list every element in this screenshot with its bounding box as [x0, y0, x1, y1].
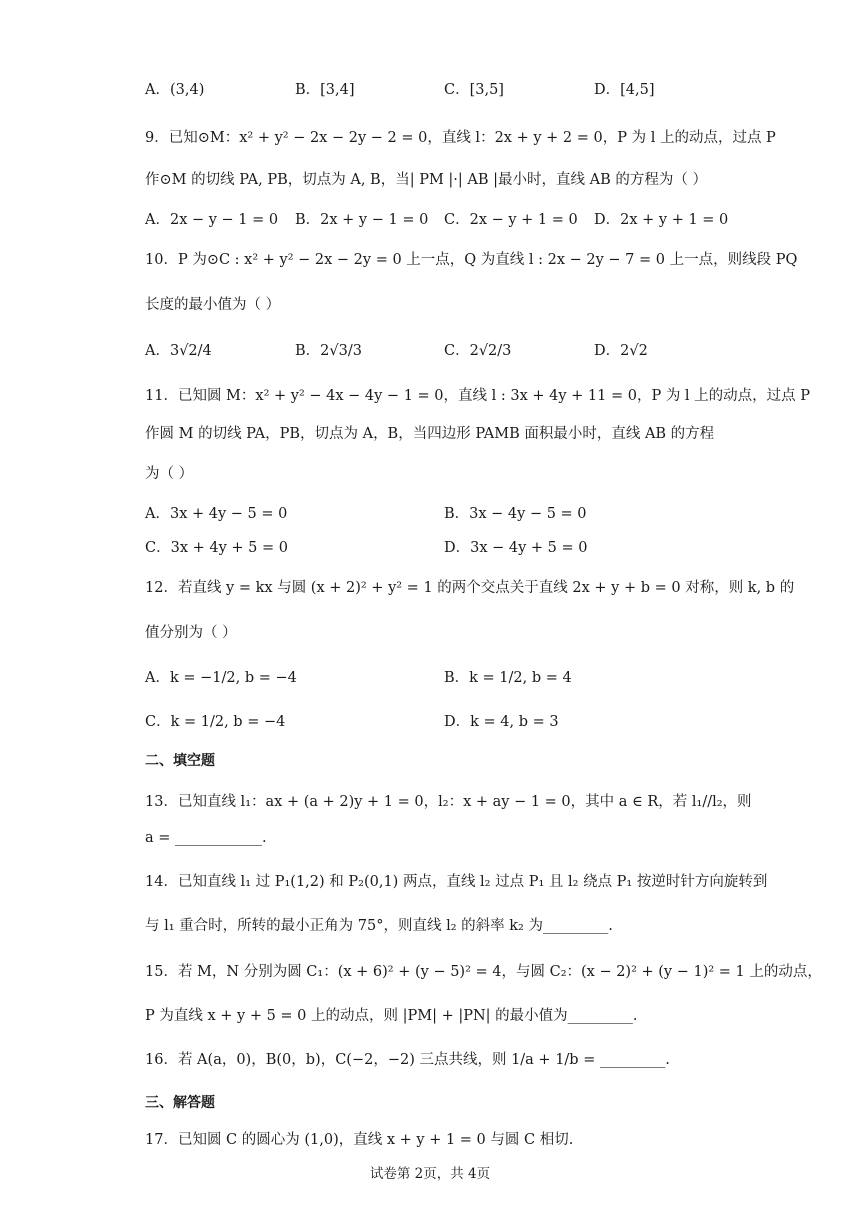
- q11-stem-line2: 作圆 M 的切线 PA，PB，切点为 A，B，当四边形 PAMB 面积最小时，直线 AB 的方程: [145, 426, 715, 442]
- q11-option-d: D．3x − 4y + 5 = 0: [444, 540, 588, 556]
- q9-option-b: B．2x + y − 1 = 0: [295, 212, 429, 228]
- q14-stem-line2: 与 l₁ 重合时，所转的最小正角为 75°，则直线 l₂ 的斜率 k₂ 为_________.: [145, 918, 613, 934]
- q11-option-c: C．3x + 4y + 5 = 0: [145, 540, 288, 556]
- q10-option-d: D．2√2: [594, 343, 648, 359]
- q9-option-d: D．2x + y + 1 = 0: [594, 212, 729, 228]
- q10-option-b: B．2√3/3: [295, 343, 362, 359]
- q15-stem-line1: 15．若 M，N 分别为圆 C₁：(x + 6)² + (y − 5)² = 4，与圆 C₂：(x − 2)² + (y − 1)² = 1 上的动点，: [145, 964, 822, 980]
- page-footer: 试卷第 2页，共 4页: [369, 1166, 491, 1182]
- q9-option-a: A．2x − y − 1 = 0: [145, 212, 279, 228]
- q12-option-c: C．k = 1/2, b = −4: [145, 714, 286, 730]
- q16-stem: 16．若 A(a，0)，B(0，b)，C(−2，−2) 三点共线，则 1/a + 1/b = _________.: [145, 1052, 670, 1068]
- q9-option-c: C．2x − y + 1 = 0: [444, 212, 578, 228]
- q8-option-a: A．(3,4): [145, 82, 205, 98]
- q8-option-c: C．[3,5]: [444, 82, 504, 98]
- q8-option-b: B．[3,4]: [295, 82, 355, 98]
- q13-stem-line1: 13．已知直线 l₁：ax + (a + 2)y + 1 = 0，l₂：x + ay − 1 = 0，其中 a ∈ R，若 l₁//l₂，则: [145, 794, 752, 810]
- q10-option-c: C．2√2/3: [444, 343, 512, 359]
- q11-stem-line1: 11．已知圆 M：x² + y² − 4x − 4y − 1 = 0，直线 l : 3x + 4y + 11 = 0，P 为 l 上的动点，过点 P: [145, 388, 811, 404]
- q17-stem: 17．已知圆 C 的圆心为 (1,0)，直线 x + y + 1 = 0 与圆 C 相切.: [145, 1132, 574, 1148]
- q11-stem-line3: 为（ ）: [145, 466, 194, 482]
- q12-stem-line2: 值分别为（ ）: [145, 625, 237, 641]
- q12-option-b: B．k = 1/2, b = 4: [444, 670, 572, 686]
- q11-option-b: B．3x − 4y − 5 = 0: [444, 506, 587, 522]
- q9-stem-line1: 9．已知⊙M：x² + y² − 2x − 2y − 2 = 0，直线 l：2x + y + 2 = 0，P 为 l 上的动点，过点 P: [145, 130, 776, 146]
- q15-stem-line2: P 为直线 x + y + 5 = 0 上的动点，则 |PM| + |PN| 的最小值为_________.: [145, 1008, 638, 1024]
- q11-option-a: A．3x + 4y − 5 = 0: [145, 506, 288, 522]
- section-answer-heading: 三、解答题: [145, 1095, 215, 1111]
- q9-stem-line2: 作⊙M 的切线 PA, PB，切点为 A, B，当| PM |·| AB |最小时，直线 AB 的方程为（ ）: [145, 172, 707, 188]
- q12-stem-line1: 12．若直线 y = kx 与圆 (x + 2)² + y² = 1 的两个交点关于直线 2x + y + b = 0 对称，则 k, b 的: [145, 580, 795, 596]
- q13-stem-line2: a = ____________.: [145, 830, 267, 846]
- q12-option-d: D．k = 4, b = 3: [444, 714, 559, 730]
- section-fill-in-heading: 二、填空题: [145, 753, 215, 769]
- q12-option-a: A．k = −1/2, b = −4: [145, 670, 297, 686]
- q10-stem-line2: 长度的最小值为（ ）: [145, 297, 281, 313]
- q10-option-a: A．3√2/4: [145, 343, 212, 359]
- q8-option-d: D．[4,5]: [594, 82, 655, 98]
- q14-stem-line1: 14．已知直线 l₁ 过 P₁(1,2) 和 P₂(0,1) 两点，直线 l₂ 过点 P₁ 且 l₂ 绕点 P₁ 按逆时针方向旋转到: [145, 874, 768, 890]
- q10-stem-line1: 10．P 为⊙C : x² + y² − 2x − 2y = 0 上一点，Q 为直线 l : 2x − 2y − 7 = 0 上一点，则线段 PQ: [145, 252, 798, 268]
